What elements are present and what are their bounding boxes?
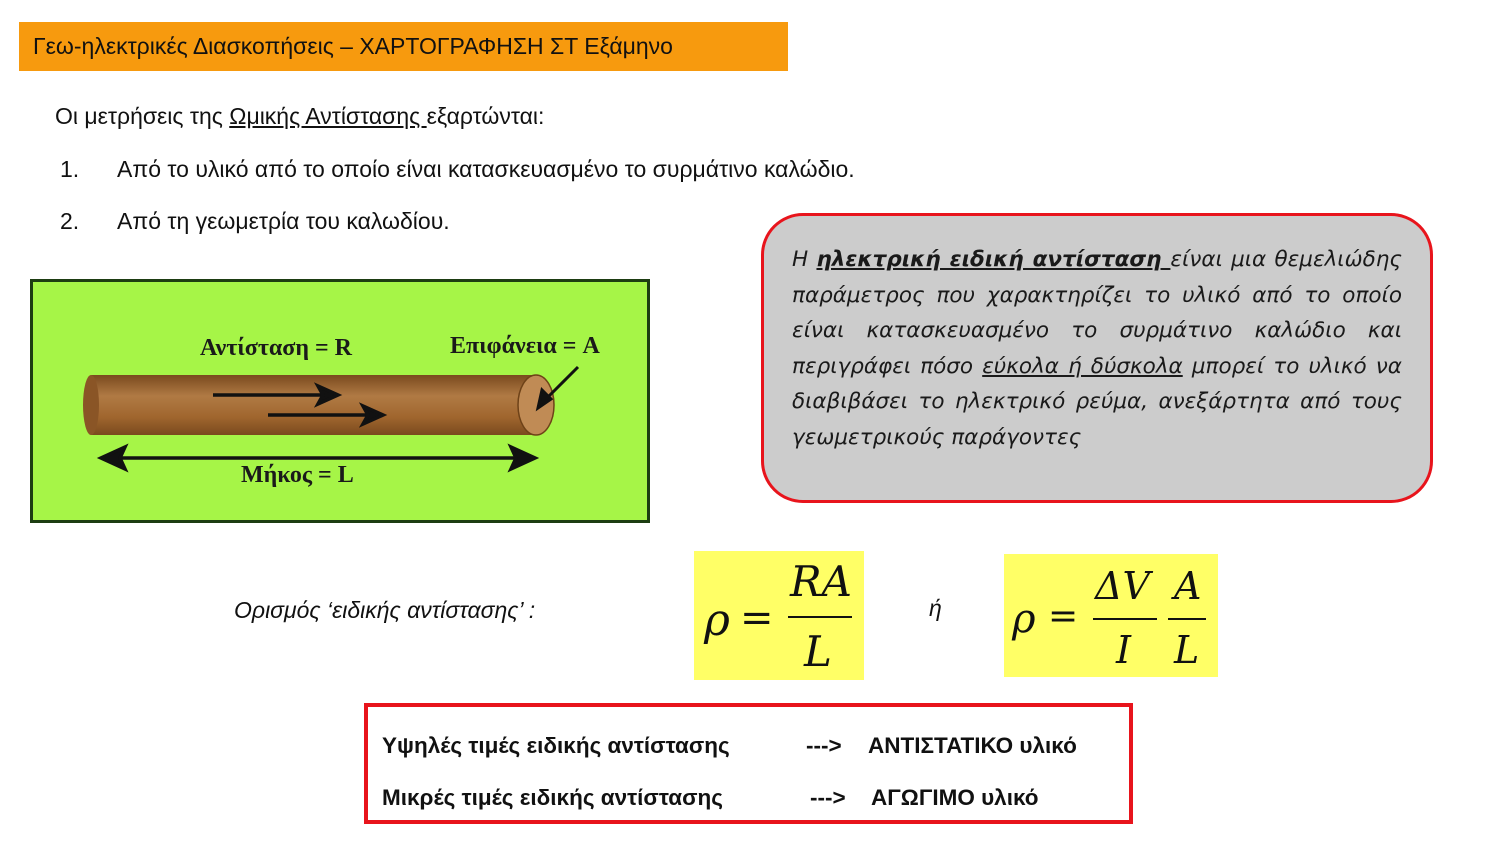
wire-diagram — [30, 279, 650, 523]
list-item-2-number: 2. — [60, 208, 80, 234]
summary-row-2-arrow: ---> — [810, 785, 846, 810]
definition-ease: εύκολα ή δύσκολα — [982, 353, 1183, 379]
formula-label: Ορισμός ‘ειδικής αντίστασης’ : — [234, 597, 536, 623]
list-item-2-text: Από τη γεωμετρία του καλωδίου. — [117, 208, 450, 234]
formula-2-numerator-1: ΔV — [1095, 564, 1150, 608]
definition-part-3: μπορεί το υλικό να διαβιβάσει το ηλεκτρικό ρεύμα, ανεξάρτητα από τους γεωμετρικούς παράγοντες — [792, 353, 1402, 450]
formula-2-denominator-1: I — [1116, 628, 1132, 672]
formula-1-fraction-bar — [788, 616, 852, 618]
area-label: Επιφάνεια = A — [450, 333, 600, 359]
formula-1-equals: = — [740, 595, 774, 641]
intro-underlined-term: Ωμικής Αντίστασης — [229, 103, 427, 129]
formula-rho-dv-over-i-times-a-over-l — [1004, 554, 1218, 677]
list-item-1-text: Από το υλικό από το οποίο είναι κατασκευασμένο το συρμάτινο καλώδιο. — [117, 156, 855, 182]
definition-box — [761, 213, 1433, 503]
definition-part-1: Η — [792, 247, 817, 272]
summary-row-2-right: ΑΓΩΓΙΜΟ υλικό — [871, 785, 1039, 810]
summary-row-2-left: Μικρές τιμές ειδικής αντίστασης — [382, 785, 723, 810]
formula-1-numerator: RA — [790, 557, 852, 606]
formula-2-numerator-2: A — [1174, 564, 1202, 608]
intro-line — [55, 103, 544, 130]
summary-row-1-right: ΑΝΤΙΣΤΑΤΙΚΟ υλικό — [868, 733, 1077, 758]
list-item-1-number: 1. — [60, 156, 80, 182]
formula-2-equals: = — [1048, 596, 1079, 637]
length-label: Μήκος = L — [241, 462, 354, 488]
formula-2-rho: ρ — [1012, 596, 1036, 642]
formula-1-rho: ρ — [704, 595, 730, 646]
slide-title: Γεω-ηλεκτρικές Διασκοπήσεις – ΧΑΡΤΟΓΡΑΦΗΣΗ ΣΤ Εξάμηνο — [19, 22, 788, 71]
summary-row-1-arrow: ---> — [806, 733, 842, 758]
summary-box — [364, 703, 1133, 824]
formula-1-denominator: L — [804, 627, 832, 676]
formula-2-fraction-bar-2 — [1168, 618, 1206, 620]
definition-part-2: είναι μια θεμελιώδης παράμετρος που χαρακτηρίζει το υλικό από το οποίο είναι κατασκευασμένο το συρμάτινο καλώδιο και περιγράφει πόσο — [792, 247, 1402, 379]
summary-row-1-left: Υψηλές τιμές ειδικής αντίστασης — [382, 733, 730, 758]
formula-rho-ra-over-l — [694, 551, 864, 680]
formula-2-fraction-bar-1 — [1093, 618, 1157, 620]
intro-prefix: Οι μετρήσεις της — [55, 103, 230, 129]
intro-suffix: εξαρτώνται: — [426, 103, 545, 129]
definition-term: ηλεκτρική ειδική αντίσταση — [816, 247, 1171, 272]
definition-text — [792, 242, 1402, 455]
or-separator: ή — [929, 595, 942, 621]
resistance-label: Αντίσταση = R — [200, 335, 352, 361]
formula-2-denominator-2: L — [1174, 628, 1200, 672]
